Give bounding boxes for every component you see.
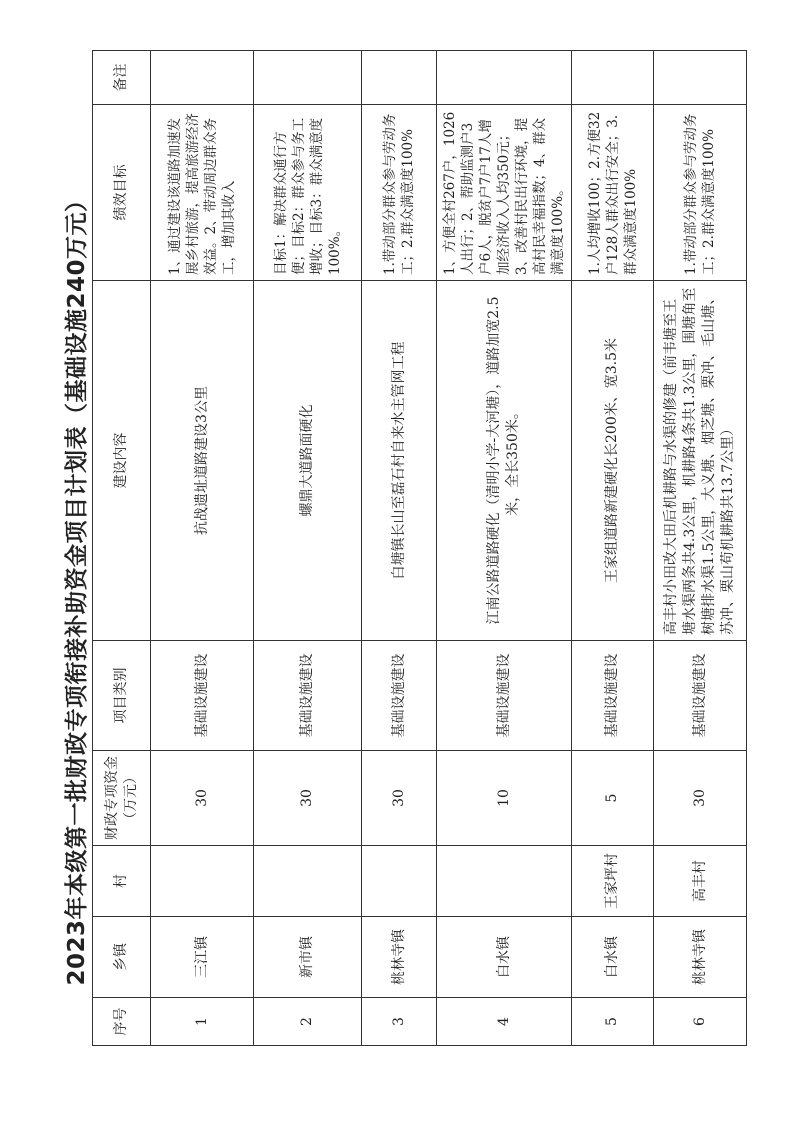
header-cell: 绩效目标 (93, 105, 151, 281)
header-cell: 村 (93, 846, 151, 917)
cell-goal: 目标1：解决群众通行方便；目标2：群众参与务工增收；目标3：群众满意度100%。 (254, 105, 362, 281)
table-row (151, 51, 254, 1046)
cell-note (151, 51, 254, 105)
header-cell: 建设内容 (93, 281, 151, 641)
cell-no: 6 (654, 998, 747, 1046)
cell-note (572, 51, 654, 105)
cell-village (437, 846, 572, 917)
cell-goal: 1、方便全村267户，1026人出行；2、帮助监测户3户6人，脱贫户7户17人增加经济收入人均350元；3、改善村民出行环境，提高村民幸福指数；4、群众满意度100%。 (437, 105, 572, 281)
cell-category: 基础设施建设 (437, 641, 572, 751)
cell-goal: 1、通过建设该道路加速发展乡村旅游，提高旅游经济效益。2、带动周边群众务工，增加其收入 (151, 105, 254, 281)
cell-goal: 1.带动部分群众参与劳动务工；2.群众满意度100% (362, 105, 437, 281)
cell-no: 4 (437, 998, 572, 1046)
header-cell: 序号 (93, 998, 151, 1046)
rotated-table-wrapper (92, 51, 746, 1046)
table-row (572, 51, 654, 1046)
cell-category: 基础设施建设 (572, 641, 654, 751)
cell-category: 基础设施建设 (254, 641, 362, 751)
page-title: 2023年本级第一批财政专项衔接补助资金项目计划表（基础设施240万元） (64, 188, 90, 986)
cell-fund: 10 (437, 751, 572, 846)
cell-fund: 30 (151, 751, 254, 846)
table-header-row (93, 51, 151, 1046)
cell-category: 基础设施建设 (654, 641, 747, 751)
header-cell: 财政专项资金（万元） (93, 751, 151, 846)
cell-note (654, 51, 747, 105)
cell-village: 高丰村 (654, 846, 747, 917)
cell-no: 2 (254, 998, 362, 1046)
cell-town: 白水镇 (437, 917, 572, 998)
table-row (437, 51, 572, 1046)
cell-content: 白塘镇长山至磊石村自来水主管网工程 (362, 281, 437, 641)
table-row (254, 51, 362, 1046)
table-row (654, 51, 747, 1046)
cell-content: 螺鼎大道路面硬化 (254, 281, 362, 641)
cell-content: 高丰村小田改大田后机耕路与水渠的修建（前韦塘至王塘水渠两条共4.3公里，机耕路4条共1.3公里，围塘角至树塘排水渠1.5公里，大义塘、烟芝塘、栗冲、毛山塘、苏冲、栗山苟机耕路共13.7公里） (654, 281, 747, 641)
cell-goal: 1.带动部分群众参与劳动务工；2.群众满意度100% (654, 105, 747, 281)
cell-fund: 30 (362, 751, 437, 846)
cell-village: 王家坪村 (572, 846, 654, 917)
cell-village (254, 846, 362, 917)
cell-note (437, 51, 572, 105)
cell-no: 1 (151, 998, 254, 1046)
header-cell: 项目类别 (93, 641, 151, 751)
cell-town: 桃林寺镇 (654, 917, 747, 998)
cell-category: 基础设施建设 (362, 641, 437, 751)
header-cell: 乡镇 (93, 917, 151, 998)
cell-fund: 30 (254, 751, 362, 846)
cell-fund: 30 (654, 751, 747, 846)
cell-village (151, 846, 254, 917)
cell-goal: 1.人均增收100；2.方便32户128人群众出行安全；3.群众满意度100% (572, 105, 654, 281)
cell-town: 桃林寺镇 (362, 917, 437, 998)
cell-town: 新市镇 (254, 917, 362, 998)
header-cell: 备注 (93, 51, 151, 105)
cell-town: 白水镇 (572, 917, 654, 998)
cell-fund: 5 (572, 751, 654, 846)
cell-no: 3 (362, 998, 437, 1046)
cell-village (362, 846, 437, 917)
project-table (92, 50, 747, 1046)
cell-note (254, 51, 362, 105)
cell-content: 王家组道路新建硬化长200米、宽3.5米 (572, 281, 654, 641)
cell-category: 基础设施建设 (151, 641, 254, 751)
table-row (362, 51, 437, 1046)
cell-note (362, 51, 437, 105)
cell-no: 5 (572, 998, 654, 1046)
cell-content: 抗战遗址道路建设3公里 (151, 281, 254, 641)
cell-content: 江南公路道路硬化（清明小学-大河塘），道路加宽2.5米，全长350米。 (437, 281, 572, 641)
cell-town: 三江镇 (151, 917, 254, 998)
